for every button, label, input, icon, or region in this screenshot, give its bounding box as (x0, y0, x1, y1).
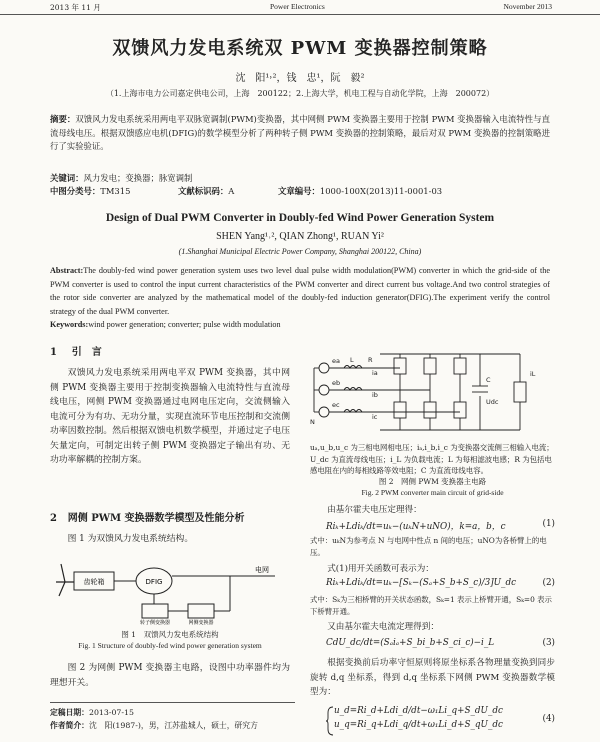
keywords-en-label: Keywords: (50, 320, 89, 329)
transform-intro (310, 656, 555, 700)
keywords-cn-label: 关键词： (50, 173, 84, 183)
abstract-en-label: Abstract: (50, 266, 84, 275)
figure-1-diagram (50, 552, 290, 627)
header-journal: Power Electronics (270, 2, 325, 11)
article-no-label: 文章编号： (278, 186, 320, 196)
figure-1-caption-en: Fig. 1 Structure of doubly-fed wind power generation system (78, 641, 262, 650)
equation-4-line-1: u_d=Ri_d+Ldi_d/dt−ω₁Li_q+S_dU_dc (334, 706, 503, 716)
label-iL: iL (530, 370, 536, 378)
title-cn: 双馈风力发电系统双 PWM 变换器控制策略 (112, 38, 488, 59)
label-ib: ib (372, 391, 378, 399)
label-C: C (486, 376, 491, 384)
section-2-body-2 (50, 661, 290, 690)
equation-4-line-2: u_q=Ri_q+Ldi_q/dt+ω₁Li_d+S_qU_dc (334, 720, 503, 730)
kvl-paragraph: 由基尔霍夫电压定理得： (327, 505, 422, 515)
label-R: R (368, 356, 373, 364)
figure-1-caption-cn: 图 1 双馈风力发电系统结构 (121, 630, 219, 639)
gearbox-label: 齿轮箱 (83, 578, 105, 586)
received-value: 2013-07-15 (88, 708, 134, 717)
switch-paragraph: 式(1)用开关函数可表示为： (327, 564, 434, 574)
bio-text: 沈 阳(1987-)，男，江苏盐城人，硕士，研究方 (88, 720, 258, 730)
equation-1-number: (1) (542, 519, 555, 529)
label-ec: ec (332, 401, 340, 409)
keywords-cn (50, 172, 550, 185)
abstract-cn-text: 双馈风力发电系统采用两电平双脉宽调制(PWM)变换器，其中网侧 PWM 变换器主要用于控制 PWM 变换器输入电流特性与直流母线电压。根据双馈感应电机(DFIG)的数学模型分析了两种转子侧 PWM 变换器的控制策略，最后对双 PWM 变换器的控制策略进行了实验验证。 (50, 114, 551, 151)
rotor-converter-box (142, 604, 168, 618)
kvl-intro (310, 503, 555, 518)
authors-en: SHEN Yang¹˒², QIAN Zhong¹, RUAN Yi² (216, 231, 384, 242)
section-2-paragraph: 图 1 为双馈风力发电系统结构。 (67, 534, 194, 544)
bio-label: 作者简介： (50, 720, 89, 730)
figure-2 (310, 346, 555, 438)
equation-4-number: (4) (542, 714, 555, 724)
eq2-explanation: 式中：Sₖ为三相桥臂的开关状态函数，Sₖ=1 表示上桥臂开通，Sₖ=0 表示下桥臂开通。 (310, 595, 552, 616)
article-no-value: 1000-100X(2013)11-0001-03 (319, 186, 443, 196)
doc-code-label: 文献标识码： (178, 186, 229, 196)
label-ea: ea (332, 357, 340, 365)
equation-4 (326, 706, 555, 736)
section-2-paragraph-2: 图 2 为网侧 PWM 变换器主电路，设图中功率器件均为理想开关。 (50, 663, 290, 688)
title-en: Design of Dual PWM Converter in Doubly-fed Wind Power Generation System (105, 212, 495, 224)
figure-1 (50, 552, 290, 627)
header-date-cn: 2013 年 11 月 (50, 3, 101, 12)
label-ic: ic (372, 413, 378, 421)
figure-2-note: uₐ,u_b,u_c 为三相电网相电压；iₐ,i_b,i_c 为变换器交流侧三相输入电流；U_dc 为直流母线电压；i_L 为负载电流；L 为每相滤波电感；R 为包括电感电阻在内的每相线路等效电阻；C 为直流母线电容。 (310, 443, 554, 475)
label-ia: ia (372, 369, 378, 377)
switch-intro (310, 562, 555, 577)
running-header (0, 0, 600, 15)
equation-3 (326, 638, 555, 654)
label-L: L (350, 356, 354, 364)
classification-row (50, 185, 550, 198)
transform-paragraph: 根据变换前后功率守恒原则将原坐标系各物理量变换到同步旋转 d,q 坐标系，得到 d,q 坐标系下网侧 PWM 变换器数学模型为： (310, 658, 555, 697)
authors-cn: 沈 阳¹˒²，钱 忠¹，阮 毅² (235, 73, 365, 84)
meta-cn (50, 172, 550, 198)
label-Udc: Udc (486, 398, 499, 406)
abstract-en (50, 264, 550, 332)
abstract-en-text: The doubly-fed wind power generation system uses two level dual pulse width modulation(PWM) converter in which the grid-side of the PWM converter is used to control the input current characteristics of the PWM converter and direct current bus voltage.And two control strategies of the rotor side converter are analyzed by the mathematical model of the doubly-fed induction generator(DFIG).The experiment verify the control strategy of the dual PWM converter. (50, 266, 550, 316)
label-eb: eb (332, 379, 341, 387)
abstract-cn-label: 摘要： (50, 114, 76, 124)
affiliation-en: (1.Shanghai Municipal Electric Power Company, Shanghai 200122, China) (178, 247, 422, 256)
dfig-label: DFIG (145, 578, 163, 586)
class-no-value: TM315 (100, 186, 131, 196)
rotor-conv-label: 转子侧变换器 (139, 620, 171, 626)
kcl-intro (310, 620, 555, 635)
grid-converter-box (188, 604, 214, 618)
equation-1 (326, 519, 555, 535)
keywords-en-text: wind power generation; converter; pulse width modulation (88, 320, 281, 329)
section-1-title: 引 言 (71, 347, 102, 358)
figure-2-caption-en: Fig. 2 PWM converter main circuit of grid-side (361, 488, 504, 497)
grid-label: 电网 (255, 566, 269, 574)
received-date (50, 707, 295, 720)
equation-4-brace (326, 706, 334, 736)
label-N: N (310, 418, 315, 426)
equation-2 (326, 578, 555, 594)
author-bio (50, 720, 295, 733)
keywords-cn-text: 风力发电；变换器；脉宽调制 (83, 173, 193, 183)
figure-2-caption-cn: 图 2 网侧 PWM 变换器主电路 (378, 477, 487, 486)
section-2-heading (50, 512, 290, 527)
figure-2-circuit (310, 346, 555, 438)
equation-2-number: (2) (542, 578, 555, 588)
eq1-explanation: 式中：uₖN为参考点 N 与电网中性点 n 间的电压；uNO为各桥臂上的电压。 (310, 536, 547, 557)
class-no-label: 中图分类号： (50, 186, 101, 196)
equation-2-text: Riₖ+Ldiₖ/dt=uₖ−[Sₖ−(Sₐ+S_b+S_c)/3]U_dc (326, 578, 517, 588)
section-1-body (50, 366, 290, 468)
kcl-paragraph: 又由基尔霍夫电流定理得到： (327, 622, 439, 632)
header-date-en: November 2013 (503, 2, 552, 11)
doc-code-value: A (228, 186, 235, 196)
section-1-heading (50, 346, 290, 361)
equation-3-number: (3) (542, 638, 555, 648)
equation-1-text: Riₖ+Ldiₖ/dt=uₖ−(uₖN+uNO)，k=a，b，c (326, 522, 506, 532)
section-2-title: 网侧 PWM 变换器数学模型及性能分析 (67, 513, 245, 524)
section-2-body (50, 532, 290, 547)
affiliation-cn: （1.上海市电力公司嘉定供电公司，上海 200122；2.上海大学，机电工程与自动化学院，上海 200072） (105, 89, 495, 98)
abstract-cn (50, 113, 550, 154)
received-label: 定稿日期： (50, 708, 89, 717)
footnote (50, 702, 295, 732)
section-1-number: 1 (50, 347, 57, 358)
section-2-number: 2 (50, 513, 57, 524)
grid-conv-label: 网侧变换器 (188, 620, 214, 626)
section-1-paragraph: 双馈风力发电系统采用两电平双 PWM 变换器，其中网侧 PWM 变换器主要用于控制变换器输入电流特性与直流母线电压，网侧 PWM 变换器通过电网电压定向，交流侧输入电流可分为有功、无功分量，实现直流环节电压控制和交流侧功率因数控制。然后根据双馈电机数学模型，并通过定子电压矢量定向，可制定出转子侧 PWM 变换器定子输出有功、无功功率解耦的控制方案。 (50, 368, 290, 465)
equation-3-text: CdU_dc/dt=(Sₐiₐ+S_bi_b+S_ci_c)−i_L (326, 638, 495, 648)
